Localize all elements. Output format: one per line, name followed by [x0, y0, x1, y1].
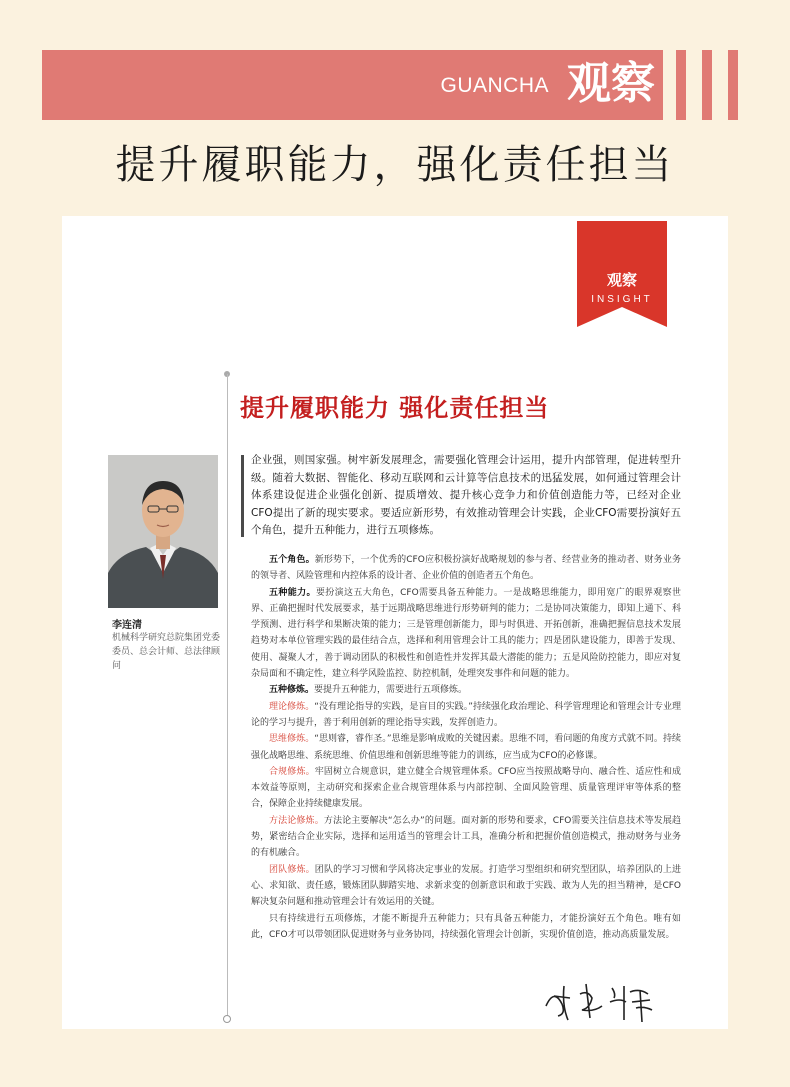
- header-banner: [42, 50, 663, 120]
- section-label-latin: GUANCHA: [440, 74, 549, 97]
- paragraph-text: “思则睿，睿作圣。”思维是影响成败的关键因素。思维不同，看问题的角度方式就不同。持续强化战略思维、系统思维、价值思维和创新思维等能力的训练，应当成为CFO的必修课。: [251, 734, 681, 761]
- paragraph-team: [251, 862, 681, 911]
- article-body: [251, 552, 681, 943]
- paragraph-heading: 五个角色。: [269, 555, 315, 565]
- insight-tag-cjk: 观察: [606, 271, 637, 289]
- paragraph-text: 要提升五种能力，需要进行五项修炼。: [314, 685, 468, 696]
- vertical-divider: [227, 374, 228, 1019]
- section-label-cjk: 观察: [567, 58, 655, 109]
- paragraph-thinking: [251, 731, 681, 764]
- page-headline: 提升履职能力，强化责任担当: [115, 142, 675, 188]
- divider-dot-bottom: [223, 1015, 231, 1023]
- paragraph-five-practices: [251, 682, 681, 698]
- author-affiliation: 机械科学研究总院集团党委委员、总会计师、总法律顾问: [112, 633, 221, 671]
- paragraph-compliance: [251, 764, 681, 813]
- paragraph-methodology: [251, 813, 681, 862]
- lead-accent-bar: [241, 455, 244, 537]
- paragraph-heading: 思维修炼。: [269, 734, 315, 745]
- author-photo: [108, 455, 218, 608]
- paragraph-text: 方法论主要解决“怎么办”的问题。面对新的形势和要求，CFO需要关注信息技术等发展趋势，紧密结合企业实际，选择和运用适当的管理会计工具，准确分析和把握价值创造模式，推动财务与业务的有机融合。: [251, 815, 681, 859]
- paragraph-text: 团队的学习习惯和学风将决定事业的发展。打造学习型组织和研究型团队，培养团队的上进心、求知欲、责任感，锻炼团队脚踏实地、求新求变的创新意识和敢于实践、敢为人先的担当精神，是CFO解决复杂问题和推动管理会计有效运用的关键。: [251, 864, 681, 908]
- decorative-stripe: [676, 50, 686, 120]
- paragraph-five-roles: [251, 552, 681, 585]
- decorative-stripe: [702, 50, 712, 120]
- paragraph-theory: [251, 699, 681, 732]
- insight-tag-latin: INSIGHT: [591, 294, 653, 305]
- paragraph-heading: 理论修炼。: [269, 701, 315, 712]
- author-portrait-illustration: [108, 455, 218, 608]
- author-name: 李连清: [112, 620, 142, 631]
- paragraph-text: “没有理论指导的实践，是盲目的实践。”持续强化政治理论、科学管理理论和管理会计专业理论的学习与提升，善于利用创新的理论指导实践，发挥创造力。: [251, 701, 681, 728]
- paragraph-text: 只有持续进行五项修炼，才能不断提升五种能力；只有具备五种能力，才能扮演好五个角色。唯有如此，CFO才可以带领团队促进财务与业务协同，持续强化管理会计创新，实现价值创造，推动高质量发展。: [251, 913, 681, 940]
- paragraph-conclusion: [251, 911, 681, 944]
- insight-tag: [577, 221, 667, 307]
- paragraph-text: 牢固树立合规意识，建立健全合规管理体系。CFO应当按照战略导向、融合性、适应性和成本效益等原则，主动研究和探索企业合规管理体系与内部控制、全面风险管理、质量管理评审等体系的整合，保障企业持续健康发展。: [251, 766, 681, 810]
- insight-tag-notch: [577, 307, 667, 327]
- decorative-stripe: [728, 50, 738, 120]
- paragraph-text: 要扮演这五大角色，CFO需要具备五种能力。一是战略思维能力，即用宽广的眼界观察世界、正确把握时代发展要求，基于远期战略思维进行形势研判的能力；二是协同决策能力，即知上通下、科学预测、进行科学和果断决策的能力；三是管理创新能力，即与时俱进、开拓创新，准确把握信息技术发展趋势对本单位管理实践的最佳结合点，选择和利用管理会计工具的能力；四是团队建设能力，即善于发现、使用、凝聚人才，善于调动团队的积极性和创造性并发挥其最大潜能的能力；五是风险防控能力，即应对复杂局面和不确定性，建立科学风险监控、防控机制，处理突发事件和问题的能力。: [251, 587, 681, 680]
- paragraph-heading: 合规修炼。: [269, 766, 315, 777]
- paragraph-five-abilities: [251, 585, 681, 683]
- paragraph-heading: 五种修炼。: [269, 685, 315, 696]
- paragraph-heading: 方法论修炼。: [269, 815, 324, 826]
- paragraph-heading: 团队修炼。: [269, 864, 315, 875]
- paragraph-heading: 五种能力。: [269, 587, 316, 598]
- paragraph-text: 新形势下，一个优秀的CFO应积极扮演好战略规划的参与者、经营业务的推动者、财务业务的领导者、风险管理和内控体系的设计者、企业价值的创造者五个角色。: [251, 555, 681, 582]
- lead-paragraph: 企业强，则国家强。树牢新发展理念，需要强化管理会计运用，提升内部管理，促进转型升级。随着大数据、智能化、移动互联网和云计算等信息技术的迅猛发展，如何通过管理会计体系建设促进企业强化创新、提质增效、提升核心竞争力和价值创造能力等，已经对企业CFO提出了新的现实要求。要适应新形势，有效推动管理会计实践，企业CFO需要扮演好五个角色，提升五种能力，进行五项修炼。: [251, 454, 681, 536]
- handwritten-signature: [540, 976, 670, 1024]
- article-title: 提升履职能力 强化责任担当: [240, 393, 550, 422]
